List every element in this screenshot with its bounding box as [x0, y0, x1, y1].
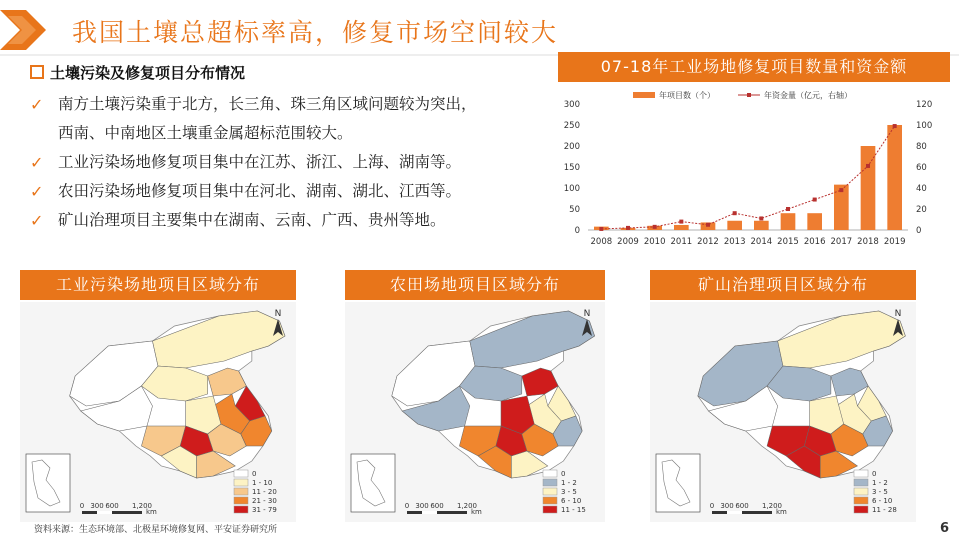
y-left-tick-label: 50 [569, 205, 580, 215]
line-point-2018 [866, 164, 870, 168]
scale-bar-segment [97, 511, 112, 514]
south-china-sea-inset [26, 454, 70, 512]
legend-swatch [854, 497, 868, 504]
x-tick-label: 2015 [777, 237, 799, 247]
scale-label: 300 [720, 502, 734, 510]
chart-legend [633, 90, 852, 101]
chart-line-series [599, 124, 896, 231]
bar-2018 [861, 146, 876, 230]
scale-label: 0 [404, 502, 410, 510]
map-regions [698, 311, 905, 478]
legend-swatch [854, 506, 868, 513]
map-panel-title-mining: 矿山治理项目区域分布 [650, 270, 916, 300]
check-icon: ✓ [30, 182, 44, 201]
x-tick-label: 2010 [643, 237, 666, 247]
legend-label: 0 [252, 470, 257, 478]
scale-label: 1,200 [456, 502, 478, 510]
map-industrial [20, 302, 296, 522]
section-heading-text: 土壤污染及修复项目分布情况 [50, 64, 246, 82]
bar-2019 [887, 125, 902, 230]
y-left-tick-label: 150 [563, 163, 580, 173]
bar-2016 [807, 213, 822, 230]
check-icon: ✓ [30, 211, 44, 230]
legend-swatch [854, 488, 868, 495]
y-left-tick-label: 300 [563, 100, 580, 110]
legend-label: 11 - 15 [561, 506, 586, 514]
x-tick-label: 2012 [697, 237, 719, 247]
bullet-text: 南方土壤污染重于北方，长三角、珠三角区域问题较为突出， [58, 95, 477, 113]
legend-swatch [543, 470, 557, 477]
map-panel-title-farmland: 农田场地项目区域分布 [345, 270, 605, 300]
y-left-tick-label: 200 [563, 142, 580, 152]
legend-swatch [234, 506, 248, 513]
bullet-text: 矿山治理项目主要集中在湖南、云南、广西、贵州等地。 [58, 211, 446, 229]
x-tick-label: 2009 [617, 237, 639, 247]
line-point-2013 [733, 211, 737, 215]
legend-label: 1 - 10 [252, 479, 273, 487]
x-tick-label: 2017 [830, 237, 853, 247]
x-tick-label: 2016 [803, 237, 826, 247]
legend-swatch [234, 497, 248, 504]
north-label: N [583, 309, 591, 319]
bullet-item-continuation [30, 119, 555, 148]
bar-2015 [781, 213, 796, 230]
bullet-text: 西南、中南地区土壤重金属超标范围较大。 [58, 124, 353, 142]
check-icon: ✓ [30, 153, 44, 172]
legend-line-marker [747, 93, 751, 97]
legend-swatch [543, 488, 557, 495]
legend-label: 0 [561, 470, 566, 478]
scale-label: 600 [105, 502, 119, 510]
x-tick-label: 2013 [723, 237, 746, 247]
south-china-sea-inset [351, 454, 395, 512]
y-right-tick-label: 80 [916, 142, 927, 152]
scale-label: 1,200 [131, 502, 153, 510]
bullet-item [30, 90, 555, 119]
south-china-sea-inset [656, 454, 700, 512]
map-regions [392, 311, 595, 478]
scale-label: 300 [90, 502, 104, 510]
chart-panel-title: 07-18年工业场地修复项目数量和资金额 [558, 52, 950, 82]
scale-bar-segment [727, 511, 742, 514]
legend-bar-swatch [633, 92, 655, 98]
legend-label: 1 - 2 [872, 479, 888, 487]
y-left-tick-label: 0 [574, 226, 580, 236]
scale-label: 0 [709, 502, 715, 510]
header-chevron-logo [0, 10, 52, 50]
x-tick-label: 2019 [883, 237, 906, 247]
y-right-tick-label: 60 [916, 163, 927, 173]
map-farmland [345, 302, 605, 522]
legend-label: 31 - 79 [252, 506, 277, 514]
line-point-2019 [893, 124, 897, 128]
legend-swatch [543, 506, 557, 513]
line-point-2012 [706, 223, 710, 227]
china-map-mining [650, 302, 916, 522]
legend-label: 11 - 28 [872, 506, 897, 514]
line-point-2017 [839, 188, 843, 192]
legend-bar-label: 年项目数（个） [659, 91, 715, 100]
square-bullet-icon [30, 65, 44, 79]
combo-chart [558, 88, 950, 258]
x-tick-label: 2014 [750, 237, 773, 247]
legend-swatch [234, 479, 248, 486]
legend-swatch [854, 470, 868, 477]
source-note: 资料来源：生态环境部、北极星环境修复网、平安证券研究所 [34, 525, 278, 535]
province-region [470, 311, 595, 368]
legend-swatch [543, 497, 557, 504]
line-point-2010 [653, 225, 657, 229]
y-right-tick-label: 100 [916, 121, 933, 131]
y-left-tick-label: 100 [563, 184, 580, 194]
line-point-2016 [813, 198, 817, 202]
x-tick-label: 2018 [857, 237, 879, 247]
scale-unit: km [146, 508, 157, 516]
china-map-industrial [20, 302, 296, 522]
line-point-2008 [599, 227, 603, 231]
line-series-path [601, 126, 894, 229]
x-tick-label: 2011 [670, 237, 693, 247]
map-panel-title-industrial: 工业污染场地项目区域分布 [20, 270, 296, 300]
bullet-list [30, 90, 555, 235]
scale-label: 600 [430, 502, 444, 510]
bullet-item [30, 148, 555, 177]
china-map-farmland [345, 302, 605, 522]
bullet-item [30, 177, 555, 206]
bullet-text: 工业污染场地修复项目集中在江苏、浙江、上海、湖南等。 [58, 153, 462, 171]
legend-label: 3 - 5 [561, 488, 577, 496]
legend-label: 6 - 10 [561, 497, 582, 505]
scale-bar-segment [422, 511, 437, 514]
scale-label: 300 [415, 502, 429, 510]
legend-label: 3 - 5 [872, 488, 888, 496]
y-right-tick-label: 40 [916, 184, 927, 194]
page-number: 6 [940, 521, 950, 536]
legend-line-label: 年资金量（亿元，右轴） [764, 91, 852, 100]
scale-label: 0 [79, 502, 85, 510]
scale-label: 600 [735, 502, 749, 510]
legend-label: 21 - 30 [252, 497, 277, 505]
bar-2014 [754, 221, 769, 230]
bullet-item [30, 206, 555, 235]
x-tick-label: 2008 [590, 237, 613, 247]
y-right-tick-label: 0 [916, 226, 922, 236]
legend-swatch [854, 479, 868, 486]
scale-unit: km [776, 508, 787, 516]
north-label: N [894, 309, 902, 319]
legend-label: 11 - 20 [252, 488, 277, 496]
line-point-2011 [679, 220, 683, 224]
legend-swatch [234, 470, 248, 477]
y-left-tick-label: 250 [563, 121, 580, 131]
y-right-tick-label: 20 [916, 205, 927, 215]
line-point-2015 [786, 207, 790, 211]
legend-label: 6 - 10 [872, 497, 893, 505]
legend-swatch [543, 479, 557, 486]
section-heading [30, 62, 245, 83]
legend-swatch [234, 488, 248, 495]
chart-axes [564, 100, 932, 247]
legend-label: 1 - 2 [561, 479, 577, 487]
north-label: N [274, 309, 282, 319]
province-region [778, 311, 906, 368]
scale-unit: km [471, 508, 482, 516]
bullet-text: 农田污染场地修复项目集中在河北、湖南、湖北、江西等。 [58, 182, 462, 200]
map-mining [650, 302, 916, 522]
bar-2011 [674, 225, 689, 230]
line-point-2014 [759, 216, 763, 220]
bar-2013 [727, 221, 742, 230]
line-point-2009 [626, 226, 630, 230]
province-region [152, 311, 284, 368]
y-right-tick-label: 120 [916, 100, 933, 110]
legend-label: 0 [872, 470, 877, 478]
page-title: 我国土壤总超标率高，修复市场空间较大 [72, 18, 559, 47]
scale-label: 1,200 [761, 502, 783, 510]
map-regions [70, 311, 285, 478]
check-icon: ✓ [30, 95, 44, 114]
